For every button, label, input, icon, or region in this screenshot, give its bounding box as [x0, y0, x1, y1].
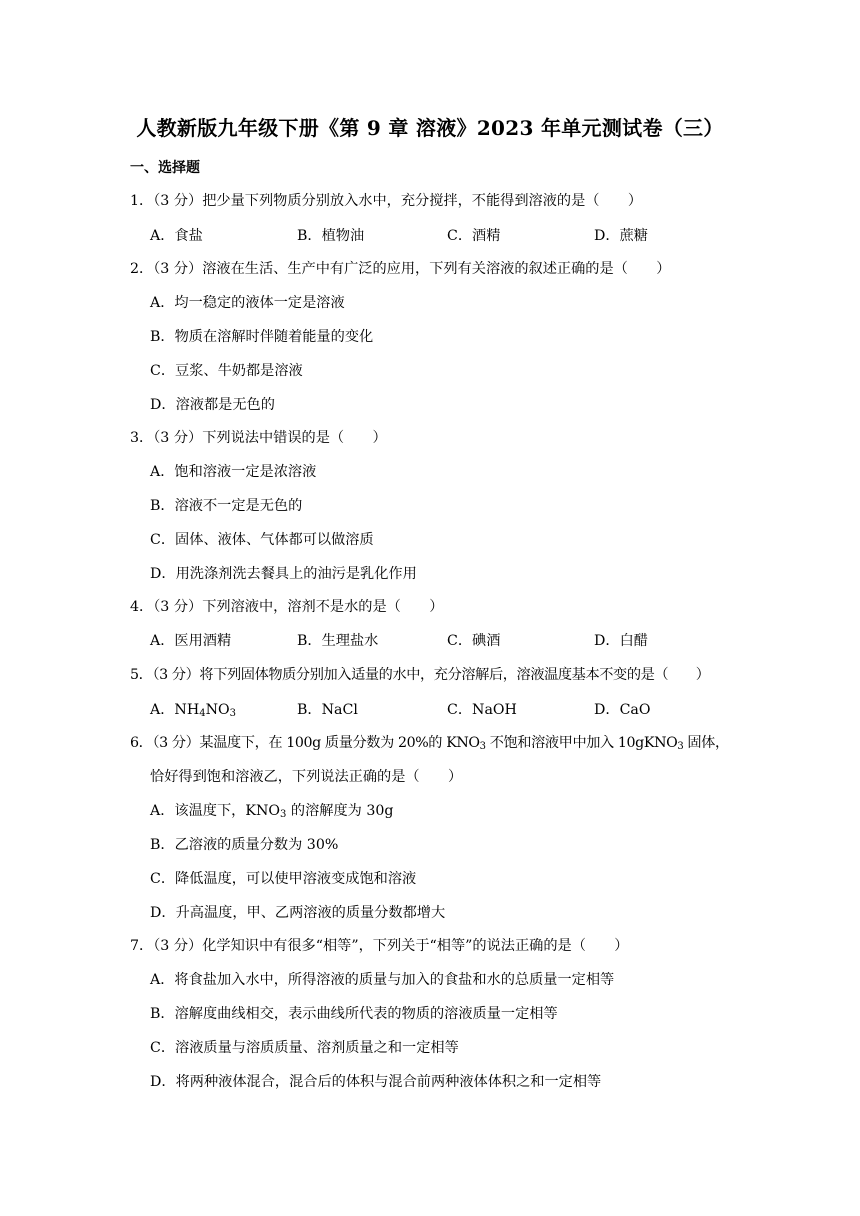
question-3-stem: 3．（3 分）下列说法中错误的是（ ） — [130, 430, 387, 446]
question-6-option-a: A．该温度下，$KNO_3$ 的溶解度为 30g — [150, 803, 394, 820]
question-2-option-c: C．豆浆、牛奶都是溶液 — [150, 363, 303, 379]
question-4-stem: 4．（3 分）下列溶液中，溶剂不是水的是（ ） — [130, 599, 444, 615]
question-1-option-a: A．食盐 — [150, 228, 203, 244]
question-5-stem: 5．（3 分）将下列固体物质分别加入适量的水中，充分溶解后，溶液温度基本不变的是（ ） — [130, 667, 710, 683]
question-4-option-c: C．碘酒 — [447, 633, 501, 649]
question-5-option-b: B．NaCl — [297, 702, 358, 718]
question-3-option-d: D．用洗涤剂洗去餐具上的油污是乳化作用 — [150, 566, 417, 582]
question-1-stem: 1．（3 分）把少量下列物质分别放入水中，充分搅拌，不能得到溶液的是（ ） — [130, 193, 643, 209]
question-5-option-d: D．CaO — [594, 702, 651, 718]
question-3-option-a: A．饱和溶液一定是浓溶液 — [150, 464, 317, 480]
question-4-option-d: D．白醋 — [594, 633, 648, 649]
question-5-option-a — [150, 699, 236, 719]
question-7-option-a: A．将食盐加入水中，所得溶液的质量与加入的食盐和水的总质量一定相等 — [150, 972, 615, 988]
question-7-option-c: C．溶液质量与溶质质量、溶剂质量之和一定相等 — [150, 1040, 459, 1056]
question-3-option-b: B．溶液不一定是无色的 — [150, 498, 303, 514]
question-1-option-b: B．植物油 — [297, 228, 365, 244]
question-7-option-d: D．将两种液体混合，混合后的体积与混合前两种液体体积之和一定相等 — [150, 1074, 602, 1090]
question-6-stem-line-2: 恰好得到饱和溶液乙，下列说法正确的是（ ） — [150, 769, 463, 785]
question-4-option-a: A．医用酒精 — [150, 633, 232, 649]
question-7-stem: 7．（3 分）化学知识中有很多“相等”，下列关于“相等”的说法正确的是（ ） — [130, 938, 629, 954]
question-2-option-b: B．物质在溶解时伴随着能量的变化 — [150, 329, 374, 345]
document-title: 人教新版九年级下册《第 9 章 溶液》2023 年单元测试卷（三） — [136, 116, 724, 140]
question-2-option-d: D．溶液都是无色的 — [150, 397, 275, 413]
question-6-option-c: C．降低温度，可以使甲溶液变成饱和溶液 — [150, 871, 417, 887]
question-6-option-d: D．升高温度，甲、乙两溶液的质量分数都增大 — [150, 905, 446, 921]
question-3-option-c: C．固体、液体、气体都可以做溶质 — [150, 532, 374, 548]
question-1-option-c: C．酒精 — [447, 228, 501, 244]
question-7-option-b: B．溶解度曲线相交，表示曲线所代表的物质的溶液质量一定相等 — [150, 1006, 558, 1022]
question-6-option-b: B．乙溶液的质量分数为 30% — [150, 837, 339, 853]
question-2-stem: 2．（3 分）溶液在生活、生产中有广泛的应用，下列有关溶液的叙述正确的是（ ） — [130, 261, 671, 277]
question-5-option-c: C．NaOH — [447, 702, 517, 718]
question-6-stem-line-1: 6．（3 分）某温度下，在 100g 质量分数为 20%的 $KNO_3$ 不饱和溶液甲中加入 10gKNO$_3$ 固体， — [130, 735, 729, 752]
section-heading: 一、选择题 — [130, 160, 200, 176]
question-5-option-a-text: A．$NH_4NO_3$ — [150, 702, 237, 719]
question-1-option-d: D．蔗糖 — [594, 228, 648, 244]
question-4-option-b: B．生理盐水 — [297, 633, 379, 649]
question-2-option-a: A．均一稳定的液体一定是溶液 — [150, 295, 345, 311]
